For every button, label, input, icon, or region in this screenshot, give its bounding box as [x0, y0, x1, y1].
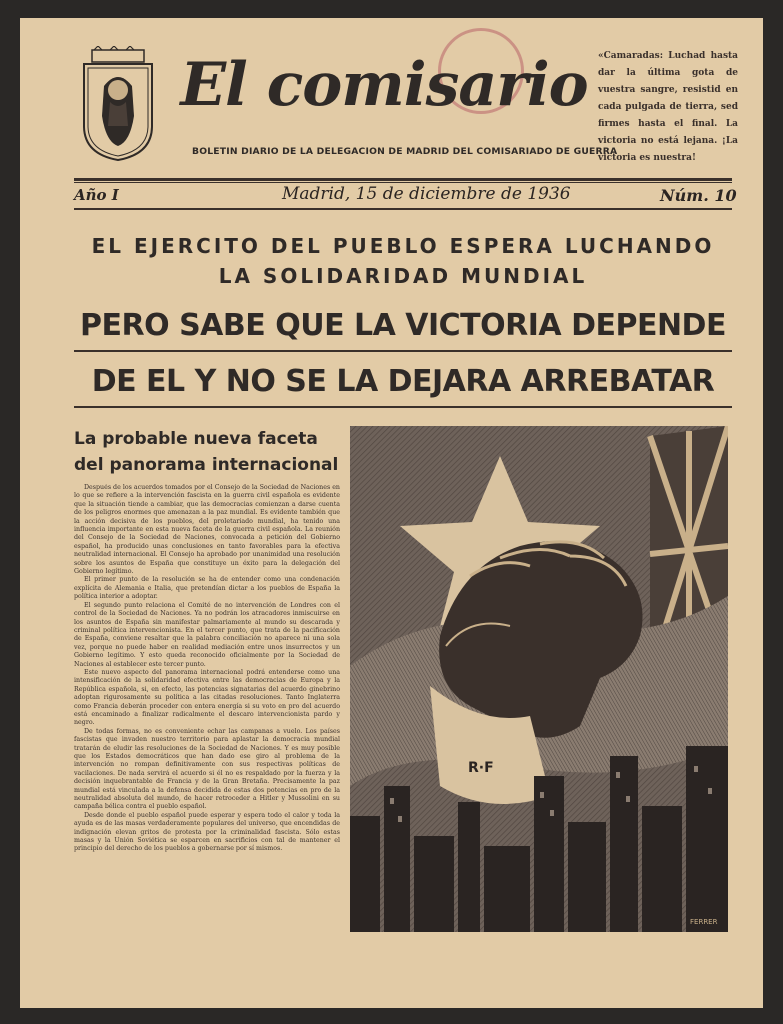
issue-date: Madrid, 15 de diciembre de 1936 — [282, 184, 571, 204]
headline-line-2: DE EL Y NO SE LA DEJARA ARREBATAR — [91, 364, 715, 399]
article-paragraph: Este nuevo aspecto del panorama internacional podrá entenderse como una intensificación de la solidaridad efectiva entre las democracias de Europa y la República española, si, en efecto, las potencias signatarias del acuerdo ginebrino adoptan rigurosamente su política a las citadas resoluciones. Tanto Inglaterra como Francia deberán proceder con entera energía si su voto en pro del acuerdo está encaminado a finalizar radicalmente el descaro intervencionista pardo y negro. — [74, 668, 340, 727]
issue-number: Núm. 10 — [660, 186, 737, 205]
newspaper-page — [20, 18, 763, 1008]
article-paragraph: De todas formas, no es conveniente echar las campanas a vuelo. Los países fascistas que invaden nuestro territorio para aplastar la democracia mundial tratarán de eludir las resoluciones de la Sociedad de Naciones. Y es muy posible que los Estados democráticos que han dado ese giro al problema de la intervención no rompan definitivamente con sus respectivas políticas de vacilaciones. De nada servirá el acuerdo si él no es respaldado por la fuerza y la decisión inquebrantable de Francia y de la Gran Bretaña. Precisamente la paz mundial está vinculada a la defensa decidida de estas dos potencias en pro de la neutralidad absoluta del mundo, de hacer retroceder a Hitler y Mussolini en su campaña bélica contra el pueblo español. — [74, 727, 340, 811]
article-title-line-2: del panorama internacional — [74, 455, 339, 475]
masthead-subtitle: BOLETIN DIARIO DE LA DELEGACION DE MADRID DEL COMISARIADO DE GUERRA — [192, 146, 618, 157]
article-paragraph: Después de los acuerdos tomados por el Consejo de la Sociedad de Naciones en lo que se refiere a la intervención fascista en la guerra civil española es evidente que la situación tiende a cambiar, que las democracias comienzan a darse cuenta de los peligros enormes que amenazan a la paz mundial. Es evidente también que la acción decisiva de los pueblos, del proletariado mundial, ha tenido una influencia importante en esta nueva faceta de la guerra civil española. La reunión del Consejo de la Sociedad de Naciones, convocada a petición del Gobierno español, ha producido unas conclusiones en tanto favorables para la efectiva neutralidad internacional. El Consejo ha aprobado por unanimidad una resolución sobre los asuntos de España que constituye un éxito para la delegación del Gobierno legítimo. — [74, 484, 340, 576]
article-title-line-1: La probable nueva faceta — [74, 429, 318, 449]
kicker-line-1: EL EJERCITO DEL PUEBLO ESPERA LUCHANDO — [91, 234, 715, 258]
dateline-rule-top-thin — [74, 182, 732, 183]
article-body — [74, 484, 340, 964]
masthead-title: El comisario — [180, 50, 588, 120]
masthead — [168, 38, 600, 148]
headline-line-1: PERO SABE QUE LA VICTORIA DEPENDE — [80, 308, 726, 343]
headline-rule-2 — [74, 406, 732, 408]
dateline-rule-bottom — [74, 208, 732, 210]
year-label: Año I — [74, 186, 119, 204]
dateline-rule-top — [74, 178, 732, 181]
headline-rule-1 — [74, 350, 732, 352]
article-paragraph: El primer punto de la resolución se ha de entender como una condenación explícita de Alemania e Italia, que pretendían dictar a los pueblos de España la política interior a adoptar. — [74, 576, 340, 601]
header-quote: «Camaradas: Luchad hasta dar la última gota de vuestra sangre, resistid en cada pulgada de tierra, sed firmes hasta el final. La victoria no está lejana. ¡La victoria es nuestra! — [598, 51, 738, 163]
article-paragraph: El segundo punto relaciona el Comité de no intervención de Londres con el control de la Sociedad de Naciones. Ya no podrán los atracadores inmiscuirse en los asuntos de España sin manifestar palmariamente al mundo su descarada y criminal política intervencionista. En el tercer punto, que trata de la pacificación de España, conviene resaltar que la palabra conciliación no aparece ni una sola vez, porque no puede haber en realidad mediación entre unos insurrectos y un Gobierno legítimo. Y esto queda reconocido oficialmente por la Sociedad de Naciones al establecer este tercer punto. — [74, 601, 340, 668]
fist-crushing-swastika-illustration — [350, 426, 728, 932]
kicker-line-2: LA SOLIDARIDAD MUNDIAL — [218, 264, 588, 288]
coat-of-arms-icon — [78, 46, 158, 162]
illustration-label: R·F — [468, 760, 494, 776]
article-paragraph: Desde donde el pueblo español puede esperar y espera todo el calor y toda la ayuda es de las masas verdaderamente populares del universo, que encendidas de indignación elevan gritos de protesta por la criminalidad fascista. Sólo estas masas y la Unión Soviética se esparcen en sacrificios con tal de mantener el principio del derecho de los pueblos a gobernarse por sí mismos. — [74, 811, 340, 853]
illustration-signature: FERRER — [690, 918, 718, 926]
